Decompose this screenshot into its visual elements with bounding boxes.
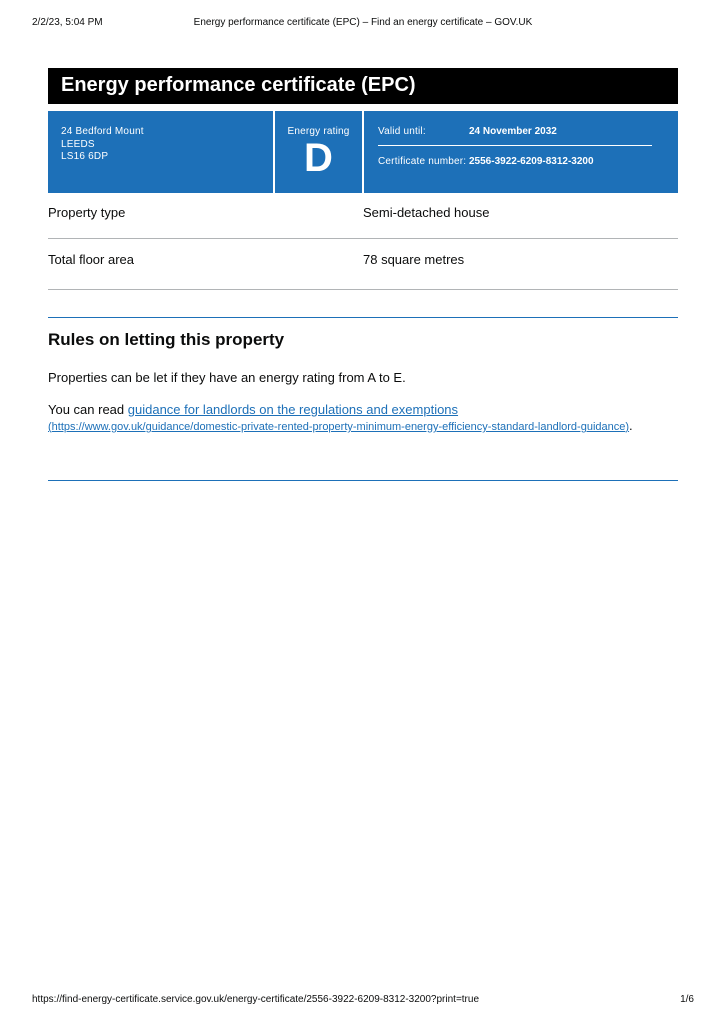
url-close-paren: ) [625,421,630,433]
print-footer [32,994,694,1008]
rules-heading: Rules on letting this property [48,330,285,349]
main-content [48,68,678,481]
energy-rating-letter: D [304,136,333,180]
property-type-row [48,193,678,239]
landlord-guidance-url-link[interactable] [48,421,629,433]
certificate-number-label: Certificate number: [378,156,467,167]
property-type-key: Property type [48,205,126,220]
rules-paragraph-rating: Properties can be let if they have an energy rating from A to E. [48,370,406,385]
guidance-prefix: You can read [48,402,128,417]
rules-paragraph-guidance [48,402,678,435]
valid-until-row [378,126,652,137]
property-address [48,111,273,193]
property-details-list [48,193,678,290]
address-postcode: LS16 6DP [61,151,109,162]
print-footer-url: https://find-energy-certificate.service.gov.uk/energy-certificate/2556-3922-6209-8312-3200?print=true [32,994,480,1005]
floor-area-key: Total floor area [48,252,134,267]
print-datetime: 2/2/23, 5:04 PM [32,17,103,28]
print-page-number: 1/6 [680,994,694,1005]
rules-on-letting-section [48,317,678,481]
property-type-value: Semi-detached house [363,205,490,220]
certificate-heading: Energy performance certificate (EPC) [48,68,678,104]
landlord-guidance-url: https://www.gov.uk/guidance/domestic-private-rented-property-minimum-energy-efficiency-standard-landlord-guidance [51,421,626,433]
energy-rating-label: Energy rating [287,126,350,137]
floor-area-row [48,239,678,290]
certificate-number-value: 2556-3922-6209-8312-3200 [469,156,594,167]
guidance-suffix: . [629,418,633,433]
address-line-2: LEEDS [61,138,95,150]
certificate-summary [48,111,678,193]
floor-area-value: 78 square metres [363,252,465,267]
valid-until-label: Valid until: [378,126,426,137]
print-header [32,17,694,31]
certificate-info-divider [378,145,652,146]
print-page-title: Energy performance certificate (EPC) – Find an energy certificate – GOV.UK [193,17,533,28]
address-line-1: 24 Bedford Mount [61,126,144,137]
url-open-paren: ( [48,421,52,433]
certificate-info [364,111,678,193]
landlord-guidance-link[interactable]: guidance for landlords on the regulations and exemptions [127,402,459,417]
energy-rating-panel [275,111,362,193]
valid-until-value: 24 November 2032 [469,126,557,137]
certificate-number-row [378,156,652,167]
